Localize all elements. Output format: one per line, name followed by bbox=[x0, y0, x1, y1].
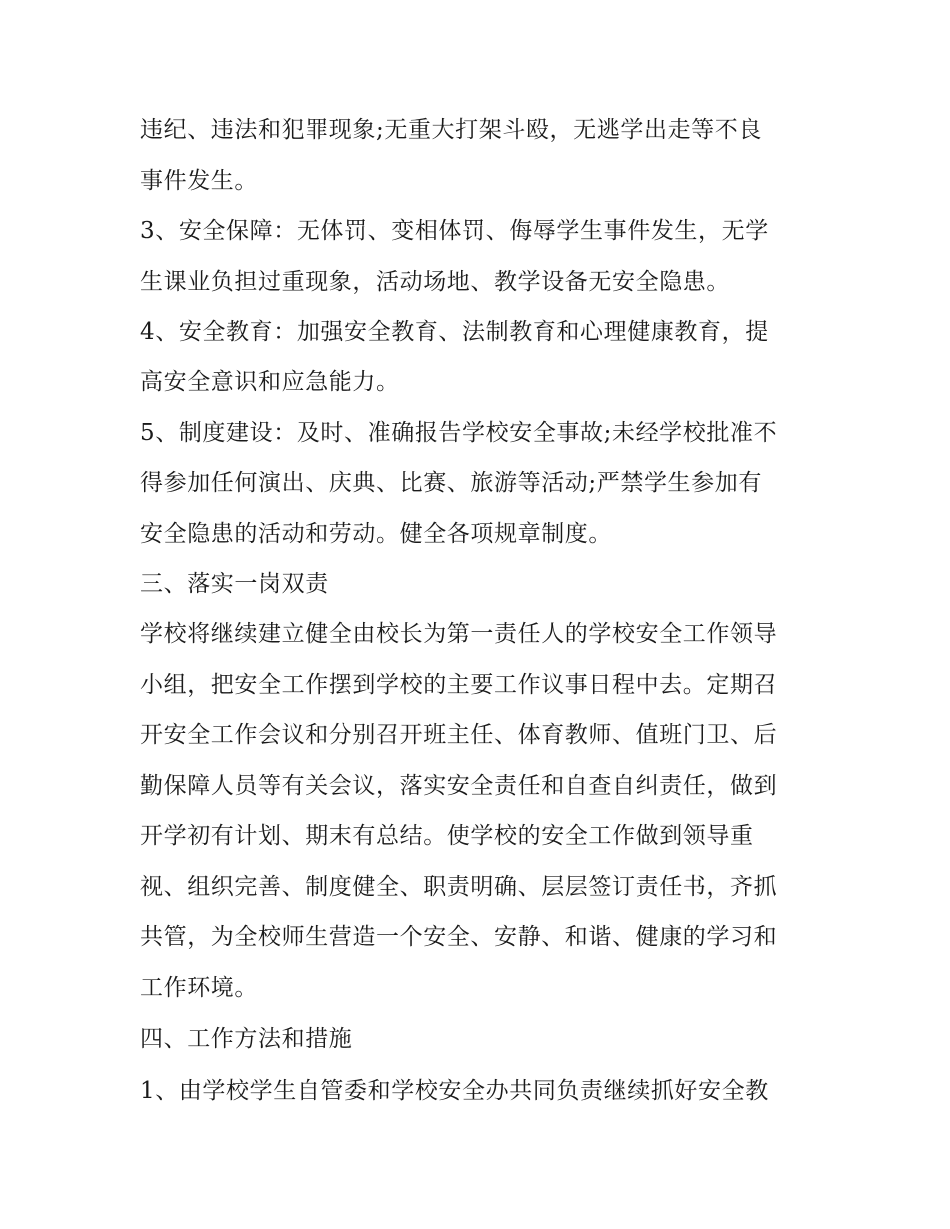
section-heading-3: 三、落实一岗双责 bbox=[140, 571, 329, 597]
text-line-20: 1、由学校学生自管委和学校安全办共同负责继续抓好安全教 bbox=[140, 1078, 769, 1104]
text-line-18: 工作环境。 bbox=[140, 975, 258, 1001]
text-line-2: 事件发生。 bbox=[140, 168, 258, 194]
text-line-5: 4、安全教育：加强安全教育、法制教育和心理健康教育，提 bbox=[140, 319, 769, 345]
text-line-17: 共管，为全校师生营造一个安全、安静、和谐、健康的学习和 bbox=[140, 924, 778, 950]
text-line-3: 3、安全保障：无体罚、变相体罚、侮辱学生事件发生，无学 bbox=[140, 218, 769, 244]
text-line-1: 违纪、违法和犯罪现象;无重大打架斗殴，无逃学出走等不良 bbox=[140, 117, 762, 143]
text-line-7: 5、制度建设：及时、准确报告学校安全事故;未经学校批准不 bbox=[140, 420, 778, 446]
text-line-8: 得参加任何演出、庆典、比赛、旅游等活动;严禁学生参加有 bbox=[140, 470, 762, 496]
text-line-11: 学校将继续建立健全由校长为第一责任人的学校安全工作领导 bbox=[140, 621, 778, 647]
text-line-6: 高安全意识和应急能力。 bbox=[140, 369, 400, 395]
text-line-13: 开安全工作会议和分别召开班主任、体育教师、值班门卫、后 bbox=[140, 722, 778, 748]
text-line-9: 安全隐患的活动和劳动。健全各项规章制度。 bbox=[140, 521, 612, 547]
text-line-14: 勤保障人员等有关会议，落实安全责任和自查自纠责任，做到 bbox=[140, 773, 778, 799]
section-heading-4: 四、工作方法和措施 bbox=[140, 1026, 353, 1052]
text-line-16: 视、组织完善、制度健全、职责明确、层层签订责任书，齐抓 bbox=[140, 874, 778, 900]
text-line-12: 小组，把安全工作摆到学校的主要工作议事日程中去。定期召 bbox=[140, 672, 778, 698]
text-line-4: 生课业负担过重现象，活动场地、教学设备无安全隐患。 bbox=[140, 269, 730, 295]
text-line-15: 开学初有计划、期末有总结。使学校的安全工作做到领导重 bbox=[140, 823, 754, 849]
